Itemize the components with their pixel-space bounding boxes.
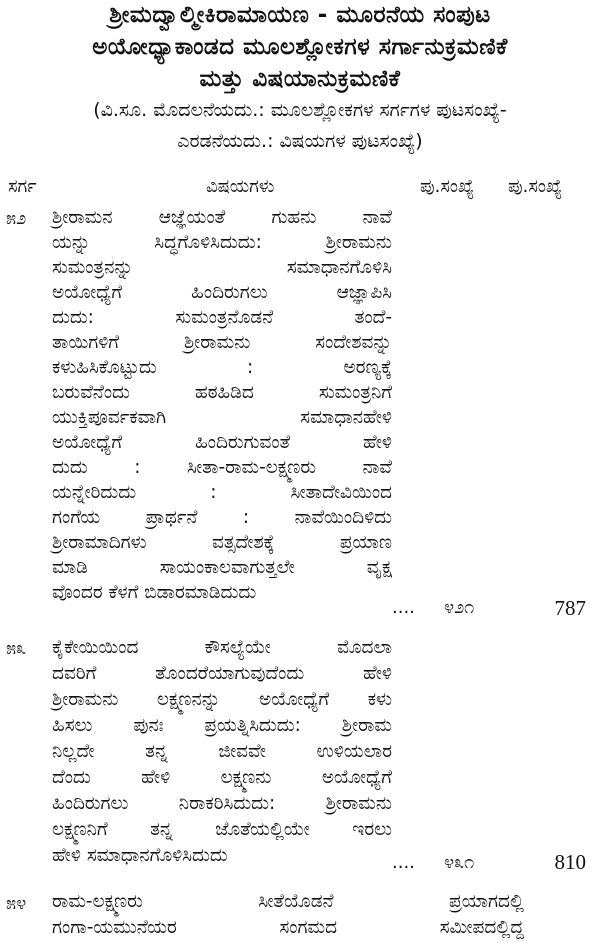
column-header-sarga: ಸರ್ಗ xyxy=(8,176,37,197)
page-subtitle: ಅಯೋಧ್ಯಾಕಾಂಡದ ಮೂಲಶ್ಲೋಕಗಳ ಸರ್ಗಾನುಕ್ರಮಣಿಕೆ xyxy=(92,34,508,60)
entry-line: ದೆಂದು ಹೇಳಿ ಲಕ್ಷ್ಮಣನು ಅಯೋಧ್ಯೆಗೆ xyxy=(52,767,392,788)
entry-line: ಲಕ್ಷ್ಮಣನಿಗೆ ತನ್ನ ಜೊತೆಯಲ್ಲಿಯೇ ಇರಲು xyxy=(52,819,392,840)
entry-line: ಹೇಳಿ ಸಮಾಧಾನಗೊಳಿಸಿದುದು xyxy=(52,845,228,866)
entry-line: ರಾಮ-ಲಕ್ಷ್ಮಣರು ಸೀತೆಯೊಡನೆ ಪ್ರಯಾಗದಲ್ಲಿ xyxy=(52,891,524,912)
entry-line: ಗಂಗೆಯ ಪ್ರಾರ್ಥನೆ : ನಾವೆಯಿಂದಿಳಿದು xyxy=(52,507,392,528)
entry-line: ದುದು: ಸುಮಂತ್ರನೊಡನೆ ತಂದೆ- xyxy=(52,307,392,328)
sarga-page-ref: ೪೨೧ xyxy=(444,597,475,618)
entry-line: ಬರುವೆನೆಂದು ಹಠಹಿಡಿದ ಸುಮಂತ್ರನಿಗೆ xyxy=(52,382,392,403)
entry-line: ಹಿಸಲು ಪುನಃ ಪ್ರಯತ್ನಿಸಿದುದು: ಶ್ರೀರಾಮ xyxy=(52,715,392,736)
entry-line: ವೊಂದರ ಕೆಳಗೆ ಬಿಡಾರಮಾಡಿದುದು xyxy=(52,582,257,603)
page-number: 787 xyxy=(554,596,586,620)
leader-dots: .... xyxy=(392,597,415,618)
column-header-page-count-1: ಪು.ಸಂಖ್ಯೆ xyxy=(420,176,475,197)
page-subtitle-continued: ಮತ್ತು ವಿಷಯಾನುಕ್ರಮಣಿಕೆ xyxy=(199,66,401,92)
note-line-2: ಎರಡನೆಯದು.: ವಿಷಯಗಳ ಪುಟಸಂಖ್ಯೆ) xyxy=(177,130,423,152)
entry-line: ಯನ್ನು ಸಿದ್ಧಗೊಳಿಸಿದುದು: ಶ್ರೀರಾಮನು xyxy=(52,232,392,253)
entry-line: ಯುಕ್ತಿಪೂರ್ವಕವಾಗಿ ಸಮಾಧಾನಹೇಳಿ xyxy=(52,407,392,428)
entry-line: ನಿಲ್ಲದೇ ತನ್ನ ಜೀವವೇ ಉಳಿಯಲಾರ xyxy=(52,741,392,762)
page-number: 810 xyxy=(554,850,586,874)
entry-line: ಮಾಡಿ ಸಾಯಂಕಾಲವಾಗುತ್ತಲೇ ವೃಕ್ಷ xyxy=(52,557,392,578)
entry-line: ಗಂಗಾ-ಯಮುನೆಯರ ಸಂಗಮದ ಸಮೀಪದಲ್ಲಿದ್ದ xyxy=(52,917,524,938)
entry-line: ಶ್ರೀರಾಮಾದಿಗಳು ವತ್ಸದೇಶಕ್ಕೆ ಪ್ರಯಾಣ xyxy=(52,532,392,553)
column-header-vishayagalu: ವಿಷಯಗಳು xyxy=(206,176,275,197)
note-line-1: (ವಿ.ಸೂ. ಮೊದಲನೆಯದು.: ಮೂಲಶ್ಲೋಕಗಳ ಸರ್ಗಗಳ ಪುಟಸಂಖ್ಯೆ- xyxy=(93,99,507,121)
entry-line: ಅಯೋಧ್ಯೆಗೆ ಹಿಂದಿರುಗಲು ಆಜ್ಞಾಪಿಸಿ xyxy=(52,282,392,303)
entry-line: ಯನ್ನೇರಿದುದು : ಸೀತಾದೇವಿಯಿಂದ xyxy=(52,482,392,503)
sarga-page-ref: ೪೩೧ xyxy=(444,852,475,873)
sarga-number: ೫೨ xyxy=(6,208,27,229)
leader-dots: .... xyxy=(392,852,415,873)
entry-line: ಹಿಂದಿರುಗಲು ನಿರಾಕರಿಸಿದುದು: ಶ್ರೀರಾಮನು xyxy=(52,793,392,814)
entry-line: ತಾಯಿಗಳಿಗೆ ಶ್ರೀರಾಮನು ಸಂದೇಶವನ್ನು xyxy=(52,332,392,353)
entry-line: ಕಳುಹಿಸಿಕೊಟ್ಟುದು : ಅರಣ್ಯಕ್ಕೆ xyxy=(52,357,392,378)
page-title: ಶ್ರೀಮದ್ವಾಲ್ಮೀಕಿರಾಮಾಯಣ - ಮೂರನೆಯ ಸಂಪುಟ xyxy=(109,2,491,28)
sarga-number: ೫೪ xyxy=(6,893,27,914)
entry-line: ಕೈಕೇಯಿಯಿಂದ ಕೌಸಲ್ಯೆಯೇ ಮೊದಲಾ xyxy=(52,637,392,658)
entry-line: ದುದು : ಸೀತಾ-ರಾಮ-ಲಕ್ಷ್ಮಣರು ನಾವೆ xyxy=(52,457,392,478)
entry-line: ಶ್ರೀರಾಮನ ಆಜ್ಞೆಯಂತೆ ಗುಹನು ನಾವೆ xyxy=(52,207,392,228)
sarga-number: ೫೩ xyxy=(6,638,27,659)
entry-line: ಸುಮಂತ್ರನನ್ನು ಸಮಾಧಾನಗೊಳಿಸಿ xyxy=(52,257,392,278)
column-header-page-count-2: ಪು.ಸಂಖ್ಯೆ xyxy=(508,176,563,197)
entry-line: ದವರಿಗೆ ತೊಂದರೆಯಾಗುವುದೆಂದು ಹೇಳಿ xyxy=(52,663,392,684)
entry-line: ಅಯೋಧ್ಯೆಗೆ ಹಿಂದಿರುಗುವಂತೆ ಹೇಳಿ xyxy=(52,432,392,453)
entry-line: ಶ್ರೀರಾಮನು ಲಕ್ಷ್ಮಣನನ್ನು ಅಯೋಧ್ಯೆಗೆ ಕಳು xyxy=(52,689,392,710)
